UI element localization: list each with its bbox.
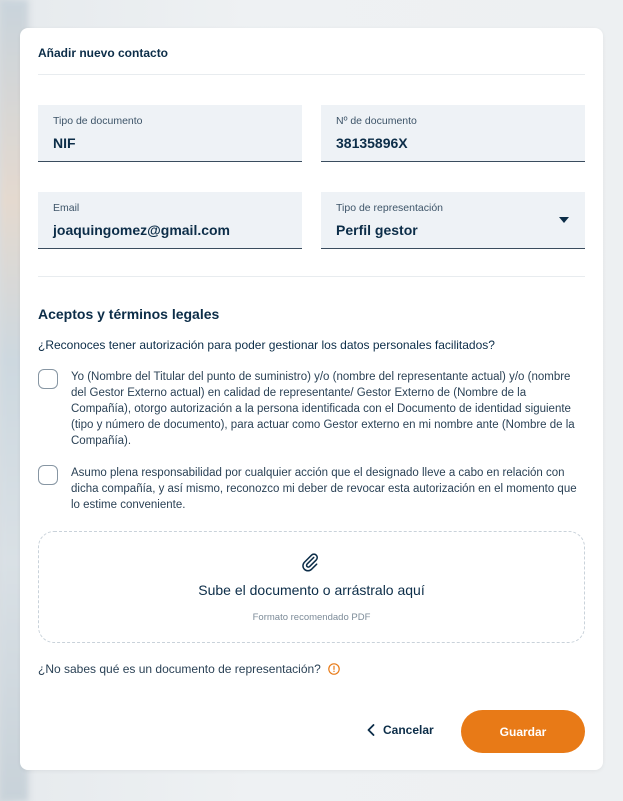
legal-section-title: Aceptos y términos legales [38, 306, 220, 322]
email-field[interactable] [38, 192, 302, 249]
document-type-value: NIF [53, 135, 76, 151]
consent-item-1 [38, 369, 588, 451]
representation-help [38, 662, 340, 676]
cancel-button[interactable] [367, 723, 434, 737]
email-value: joaquingomez@gmail.com [53, 222, 231, 238]
consent-checkbox-1[interactable] [38, 369, 58, 389]
authorization-question: ¿Reconoces tener autorización para poder gestionar los datos personales facilitados? [38, 338, 495, 352]
section-divider [38, 276, 585, 277]
document-type-field[interactable] [38, 105, 302, 162]
consent-item-2 [38, 465, 588, 515]
add-contact-dialog [20, 28, 603, 770]
paperclip-icon [300, 552, 320, 572]
info-icon[interactable] [328, 663, 340, 675]
header-divider [38, 74, 585, 75]
dialog-title: Añadir nuevo contacto [38, 46, 169, 60]
chevron-left-icon [367, 724, 375, 736]
document-number-field[interactable] [321, 105, 585, 162]
representation-type-select[interactable] [321, 192, 585, 249]
consent-checkbox-2[interactable] [38, 465, 58, 485]
document-upload-dropzone[interactable] [38, 531, 585, 643]
upload-title: Sube el documento o arrástralo aquí [198, 582, 425, 598]
email-label: Email [53, 202, 80, 214]
save-button[interactable] [461, 710, 585, 753]
representation-type-label: Tipo de representación [336, 202, 444, 214]
document-number-label: Nº de documento [336, 115, 417, 127]
document-type-label: Tipo de documento [53, 115, 143, 127]
representation-type-value: Perfil gestor [336, 222, 418, 238]
consent-text-2: Asumo plena responsabilidad por cualquier acción que el designado lleve a cabo en relación con dicha compañía, y así mismo, reconozco mi deber de revocar esta autorización en el momento que lo estime conveniente. [71, 467, 577, 511]
cancel-label: Cancelar [383, 723, 434, 737]
document-number-value: 38135896X [336, 135, 408, 151]
upload-format-hint: Formato recomendado PDF [252, 612, 371, 623]
consent-text-1: Yo (Nombre del Titular del punto de suministro) y/o (nombre del representante actual) y/o (nombre del Gestor Externo actual) en calidad de representante/ Gestor Externo de (Nombre de la Compañía), otorgo autorización a la persona identificada con el Documento de identidad siguiente (tipo y número de documento), para actuar como Gestor externo en mi nombre ante (Nombre de la Compañía). [71, 371, 575, 447]
save-label: Guardar [499, 724, 547, 739]
help-text: ¿No sabes qué es un documento de representación? [38, 662, 321, 676]
caret-down-icon[interactable] [559, 217, 569, 223]
